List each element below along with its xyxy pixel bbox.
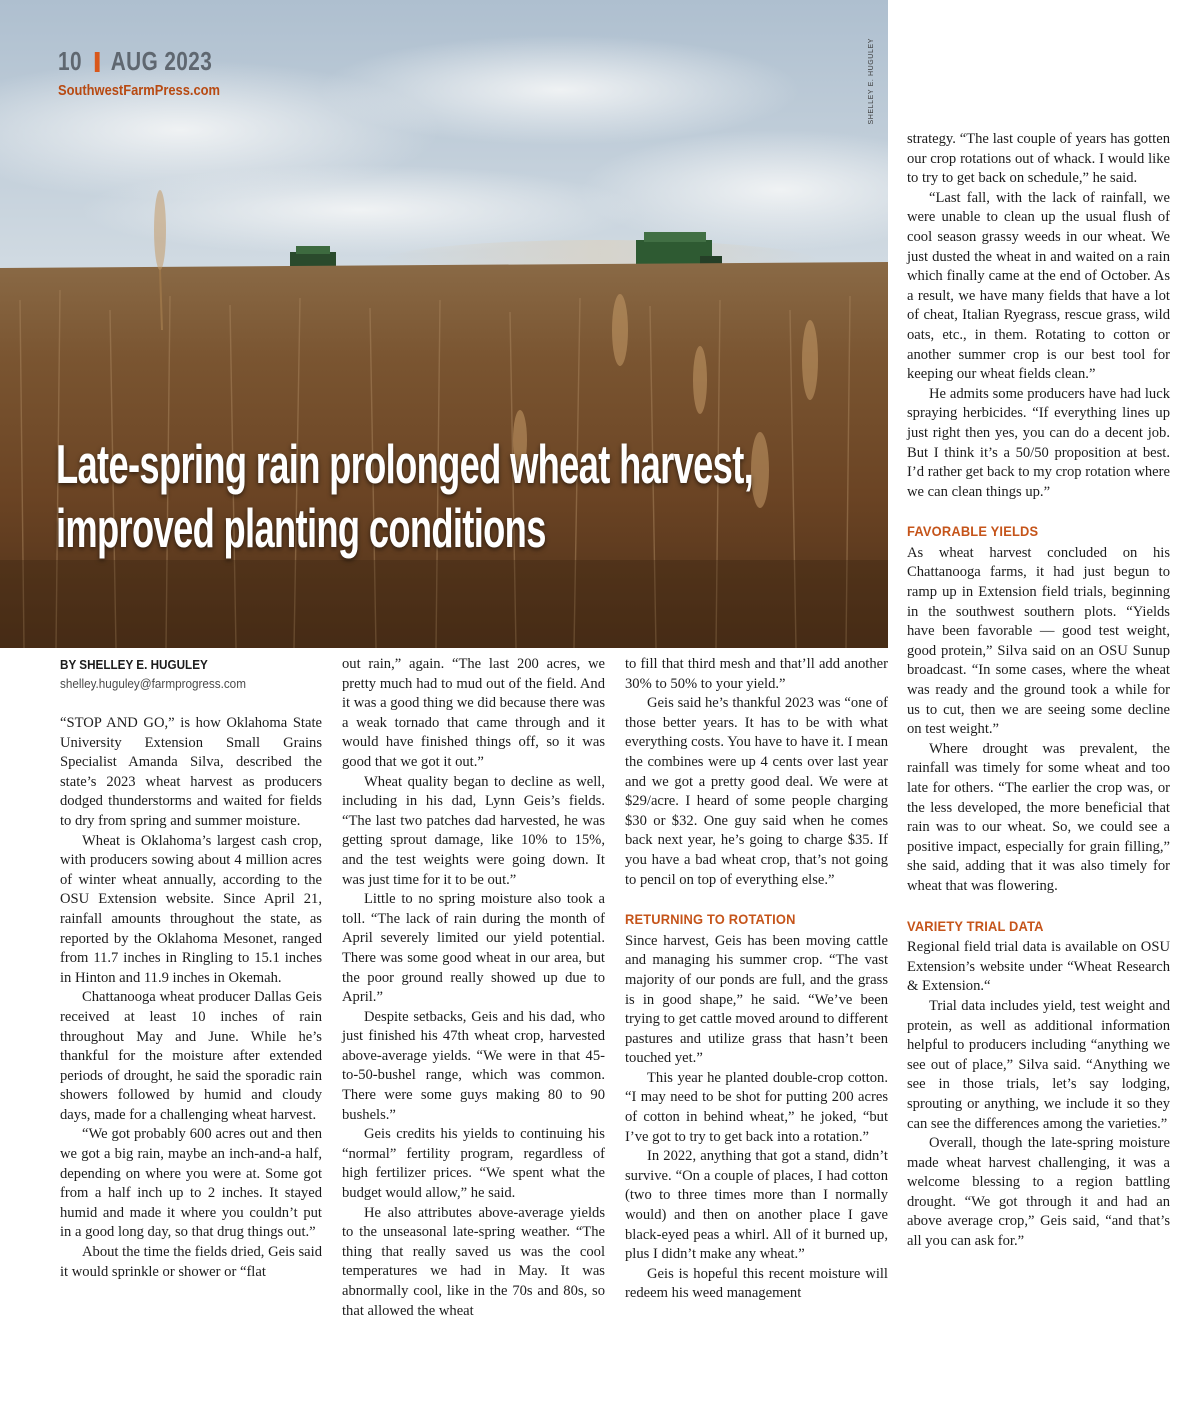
headline-line-1: Late-spring rain prolonged wheat harvest, xyxy=(56,433,754,495)
subhead-returning-to-rotation: RETURNING TO ROTATION xyxy=(625,911,796,928)
paragraph: Trial data includes yield, test weight and protein, as well as additional information helpful to producers including “anything we see out of place,” Silva said. “Anything we see in those trials, let’s say lodging, sprouting or anything, we include it so they can see the differences among the varieties.” xyxy=(907,997,1170,1132)
page-number: 10 xyxy=(58,46,82,76)
paragraph: Where drought was prevalent, the rainfall was timely for some wheat and too late for others. “The earlier the crop was, or the less developed, the more beneficial that rain was to our wheat. So, we could see a positive impact, especially for grain filling,” she said, adding that it was also timely for wheat that was flowering. xyxy=(907,740,1170,894)
article-column-4 xyxy=(907,130,1170,1252)
paragraph: He also attributes above-average yields to the unseasonal late-spring weather. “The thing that really saved us was the cool temperatures we had in May. It was abnormally cool, like in the 70s and 80s, so that allowed the wheat xyxy=(342,1204,605,1319)
hero-photo xyxy=(0,0,888,648)
paragraph: About the time the fields dried, Geis said it would sprinkle or shower or “flat xyxy=(60,1244,322,1280)
article-column-2 xyxy=(342,655,605,1321)
paragraph: “Last fall, with the lack of rainfall, we were unable to clean up the usual flush of cool season grassy weeds in our wheat. We just dusted the wheat in and waited on a rain which finally came at the end of October. As a result, we have many fields that have a lot of cheat, Italian Ryegrass, rescue grass, wild oats, etc., in them. Rotating to cotton or another summer crop is our best tool for keeping our wheat fields clean.” xyxy=(907,189,1170,383)
paragraph: to fill that third mesh and that’ll add another 30% to 50% to your yield.” xyxy=(625,656,888,692)
author-email: shelley.huguley@farmprogress.com xyxy=(60,676,246,691)
paragraph: Geis credits his yields to continuing his “normal” fertility program, regardless of high fertilizer prices. “We spent what the budget would allow,” he said. xyxy=(342,1126,605,1202)
issue-date: AUG 2023 xyxy=(110,46,213,76)
paragraph: This year he planted double-crop cotton. “I may need to be shot for putting 200 acres of cotton in behind wheat,” he joked, “but I’ve got to try to get back into a rotation.” xyxy=(625,1069,888,1145)
paragraph: Chattanooga wheat producer Dallas Geis received at least 10 inches of rain throughout May and June. While he’s thankful for the moisture after extended periods of drought, he said the sporadic rain showers followed by humid and cloudy days, made for a challenging wheat harvest. xyxy=(60,989,322,1123)
paragraph: Wheat quality began to decline as well, including in his dad, Lynn Geis’s fields. “The last two patches dad harvested, he was getting sprout damage, like 10% to 15%, and the test weights were going down. It was just time for it to be out.” xyxy=(342,773,605,888)
byline: BY SHELLEY E. HUGULEY xyxy=(60,657,208,672)
paragraph: Geis is hopeful this recent moisture will redeem his weed management xyxy=(625,1265,888,1302)
paragraph: “We got probably 600 acres out and then we got a big rain, maybe an inch-and-a half, depending on where you were at. Some got from a half inch up to 2 inches. It stayed humid and made it where you couldn’t put in a good long day, so that drug things out.” xyxy=(60,1126,322,1241)
paragraph: Despite setbacks, Geis and his dad, who just finished his 47th wheat crop, harvested above-average yields. “We were in that 45-to-50-bushel range, which was common. There were some guys making 80 to 90 bushels.” xyxy=(342,1008,605,1123)
paragraph: Regional field trial data is available on OSU Extension’s website under “Wheat Research & Extension.“ xyxy=(907,939,1170,995)
paragraph: “STOP AND GO,” is how Oklahoma State University Extension Small Grains Specialist Amanda Silva, described the state’s 2023 wheat harvest as producers dodged thunderstorms and waited for fields to dry from spring and summer moisture. xyxy=(60,715,322,829)
article-headline xyxy=(56,432,874,560)
paragraph: As wheat harvest concluded on his Chattanooga farms, it had just begun to ramp up in Extension field trials, beginning in the southwest southern plots. “Yields have been favorable — good test weight, good protein,” Silva said on an OSU Sunup broadcast. “In some cases, where the wheat was ready and the ground took a while for us to cut, then we are seeing some decline on test weight.” xyxy=(907,544,1170,738)
paragraph: Wheat is Oklahoma’s largest cash crop, with producers sowing about 4 million acres of winter wheat annually, according to the OSU Extension website. Since April 21, rainfall amounts throughout the state, as reported by the Oklahoma Mesonet, ranged from 11.7 inches in Ringling to 15.1 inches in Hinton and 11.9 inches in Okemah. xyxy=(60,832,322,986)
article-column-1 xyxy=(60,714,322,1282)
paragraph: Since harvest, Geis has been moving cattle and managing his summer crop. “The vast majority of our ponds are full, and the grass is in good shape,” he said. “We’ve been trying to get cattle moved around to different pastures and utilize grass that hasn’t been touched yet.” xyxy=(625,932,888,1067)
paragraph: out rain,” again. “The last 200 acres, we pretty much had to mud out of the field. And it was a good thing we did because there was a weak tornado that came through and it would have finished things off, so it was good that we got it out.” xyxy=(342,656,606,770)
site-url: SouthwestFarmPress.com xyxy=(58,82,221,99)
paragraph: strategy. “The last couple of years has gotten our crop rotations out of whack. I would like to try to get back on schedule,” he said. xyxy=(907,131,1170,187)
paragraph: Little to no spring moisture also took a toll. “The lack of rain during the month of April severely limited our yield potential. There was some good wheat in our area, but the poor ground really showed up due to April.” xyxy=(342,891,605,1006)
paragraph: He admits some producers have had luck spraying herbicides. “If everything lines up just right then yes, you can do a decent job. But I think it’s a 50/50 proposition at best. I’d rather get back to my crop rotation where we can clean things up.” xyxy=(907,385,1170,500)
article-column-3 xyxy=(625,655,888,1304)
paragraph: Geis said he’s thankful 2023 was “one of those better years. It has to be with what everything costs. You have to have it. I mean the combines were up 4 cents over last year and we got a pretty good deal. We were at $29/acre. I heard of some people charging $30 or $32. One guy said when he comes back next year, he’s going to charge $35. If you have a bad wheat crop, that’s not going to pencil on top of everything else.” xyxy=(625,695,888,888)
paragraph: Overall, though the late-spring moisture made wheat harvest challenging, it was a welcome blessing to a region battling drought. “We got through it and had an above average crop,” Geis said, “and that’s all you can ask for.” xyxy=(907,1135,1170,1250)
photo-credit: SHELLEY E. HUGULEY xyxy=(868,38,875,125)
header-separator xyxy=(95,52,100,72)
subhead-favorable-yields: FAVORABLE YIELDS xyxy=(907,523,1039,540)
paragraph: In 2022, anything that got a stand, didn’t survive. “On a couple of places, I had cotton (two to three times more than I normally would) and then on another place I gave black-eyed peas a whirl. All of it burned up, plus I didn’t make any wheat.” xyxy=(625,1148,888,1263)
headline-line-2: improved planting conditions xyxy=(56,497,546,559)
page-header xyxy=(58,46,212,77)
subhead-variety-trial-data: VARIETY TRIAL DATA xyxy=(907,917,1044,934)
